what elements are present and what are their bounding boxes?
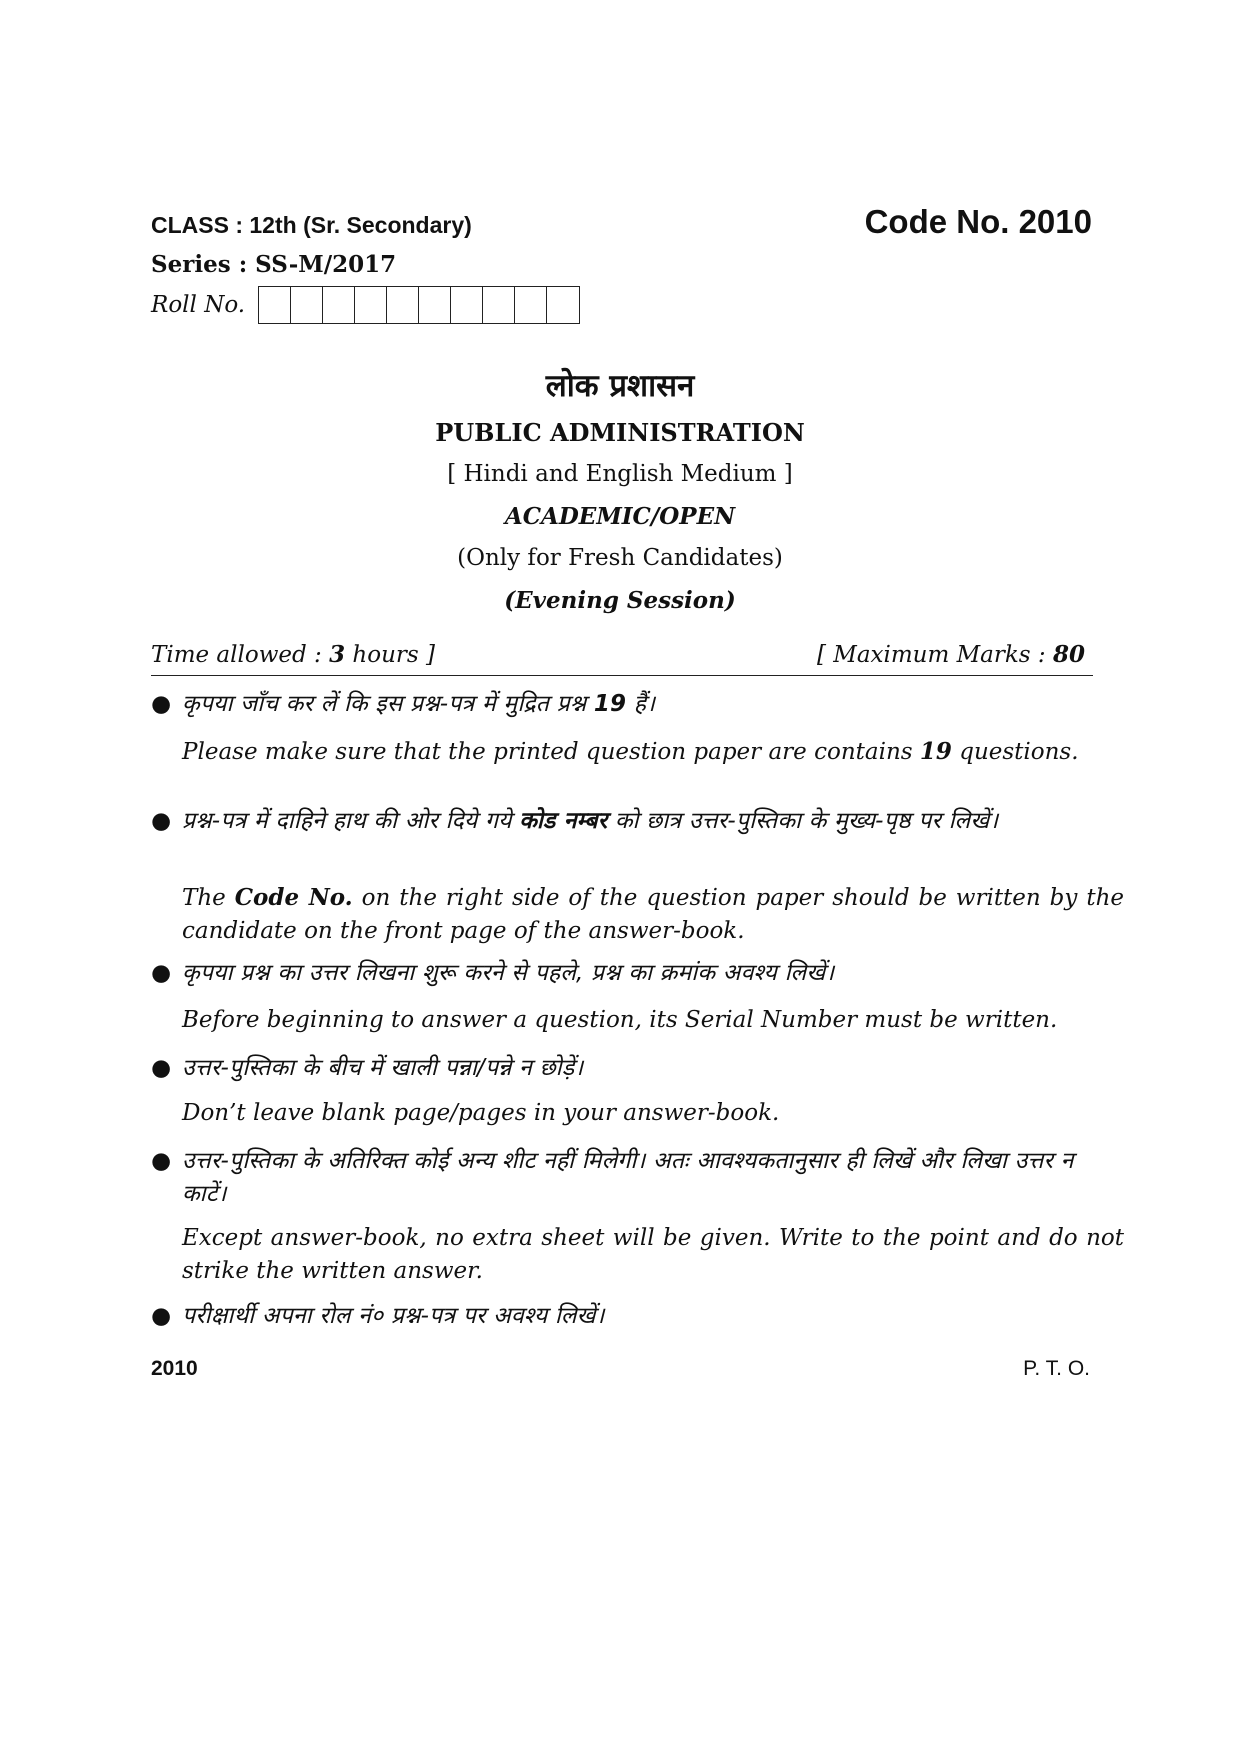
instruction-item: [151, 805, 1093, 838]
session-line: (Evening Session): [504, 587, 736, 614]
bullet-icon: ●: [151, 1303, 172, 1329]
roll-number-box[interactable]: [547, 287, 579, 323]
instruction-item: [151, 1052, 1093, 1085]
instruction-english: Don’t leave blank page/pages in your answer-book.: [182, 1100, 780, 1126]
time-marks-row: [151, 641, 1093, 676]
subject-title-hindi: लोक प्रशासन: [545, 368, 695, 404]
instruction-hindi: ● कृपया जाँच कर लें कि इस प्रश्न-पत्र में मुद्रित प्रश्न 19 हैं।: [151, 688, 1093, 721]
bullet-icon: ●: [151, 1148, 172, 1174]
roll-number-box[interactable]: [483, 287, 515, 323]
footer-pto: P. T. O.: [1023, 1357, 1090, 1380]
code-number: Code No. 2010: [864, 203, 1092, 240]
roll-number-boxes[interactable]: [258, 286, 580, 324]
instruction-english: The Code No. on the right side of the question paper should be written by the candidate on the front page of the answer-book.: [182, 884, 1125, 944]
bullet-icon: ●: [151, 808, 172, 834]
class-line: CLASS : 12th (Sr. Secondary): [151, 212, 472, 238]
roll-number-box[interactable]: [291, 287, 323, 323]
roll-number-box[interactable]: [323, 287, 355, 323]
roll-number-box[interactable]: [387, 287, 419, 323]
instruction-item: [151, 957, 1093, 990]
footer-code: 2010: [151, 1357, 198, 1380]
instruction-item: [151, 1145, 1093, 1211]
mode-line: ACADEMIC/OPEN: [504, 503, 736, 530]
medium-line: [ Hindi and English Medium ]: [447, 461, 793, 487]
instruction-item: [151, 1300, 1093, 1333]
maximum-marks: [ Maximum Marks : 80: [816, 641, 1085, 668]
instruction-hindi: ● उत्तर-पुस्तिका के अतिरिक्त कोई अन्य शीट नहीं मिलेगी। अतः आवश्यकतानुसार ही लिखें और लिखा उत्तर न काटें।: [151, 1145, 1093, 1211]
roll-number-box[interactable]: [355, 287, 387, 323]
series-line: Series : SS-M/2017: [151, 251, 397, 278]
roll-number-box[interactable]: [451, 287, 483, 323]
bullet-icon: ●: [151, 691, 172, 717]
instruction-item: [151, 688, 1093, 721]
instruction-hindi: ● उत्तर-पुस्तिका के बीच में खाली पन्ना/पन्ने न छोड़ें।: [151, 1052, 1093, 1085]
instruction-english: Except answer-book, no extra sheet will be given. Write to the point and do not strike the written answer.: [182, 1225, 1124, 1284]
bullet-icon: ●: [151, 960, 172, 986]
roll-number-box[interactable]: [259, 287, 291, 323]
roll-number-box[interactable]: [515, 287, 547, 323]
time-allowed: Time allowed : 3 hours ]: [151, 641, 435, 668]
bullet-icon: ●: [151, 1055, 172, 1081]
instruction-hindi: ● परीक्षार्थी अपना रोल नं० प्रश्न-पत्र पर अवश्य लिखें।: [151, 1300, 1093, 1333]
instruction-english: Before beginning to answer a question, its Serial Number must be written.: [182, 1007, 1058, 1033]
roll-number-label: Roll No.: [151, 292, 246, 318]
instruction-hindi: ● कृपया प्रश्न का उत्तर लिखना शुरू करने से पहले, प्रश्न का क्रमांक अवश्य लिखें।: [151, 957, 1093, 990]
instruction-hindi: ● प्रश्न-पत्र में दाहिने हाथ की ओर दिये गये कोड नम्बर को छात्र उत्तर-पुस्तिका के मुख्य-पृष्ठ पर लिखें।: [151, 805, 1093, 838]
roll-number-box[interactable]: [419, 287, 451, 323]
subject-title-english: PUBLIC ADMINISTRATION: [435, 418, 805, 447]
instruction-english: Please make sure that the printed question paper are contains 19 questions.: [182, 738, 1079, 765]
candidates-line: (Only for Fresh Candidates): [457, 545, 783, 571]
